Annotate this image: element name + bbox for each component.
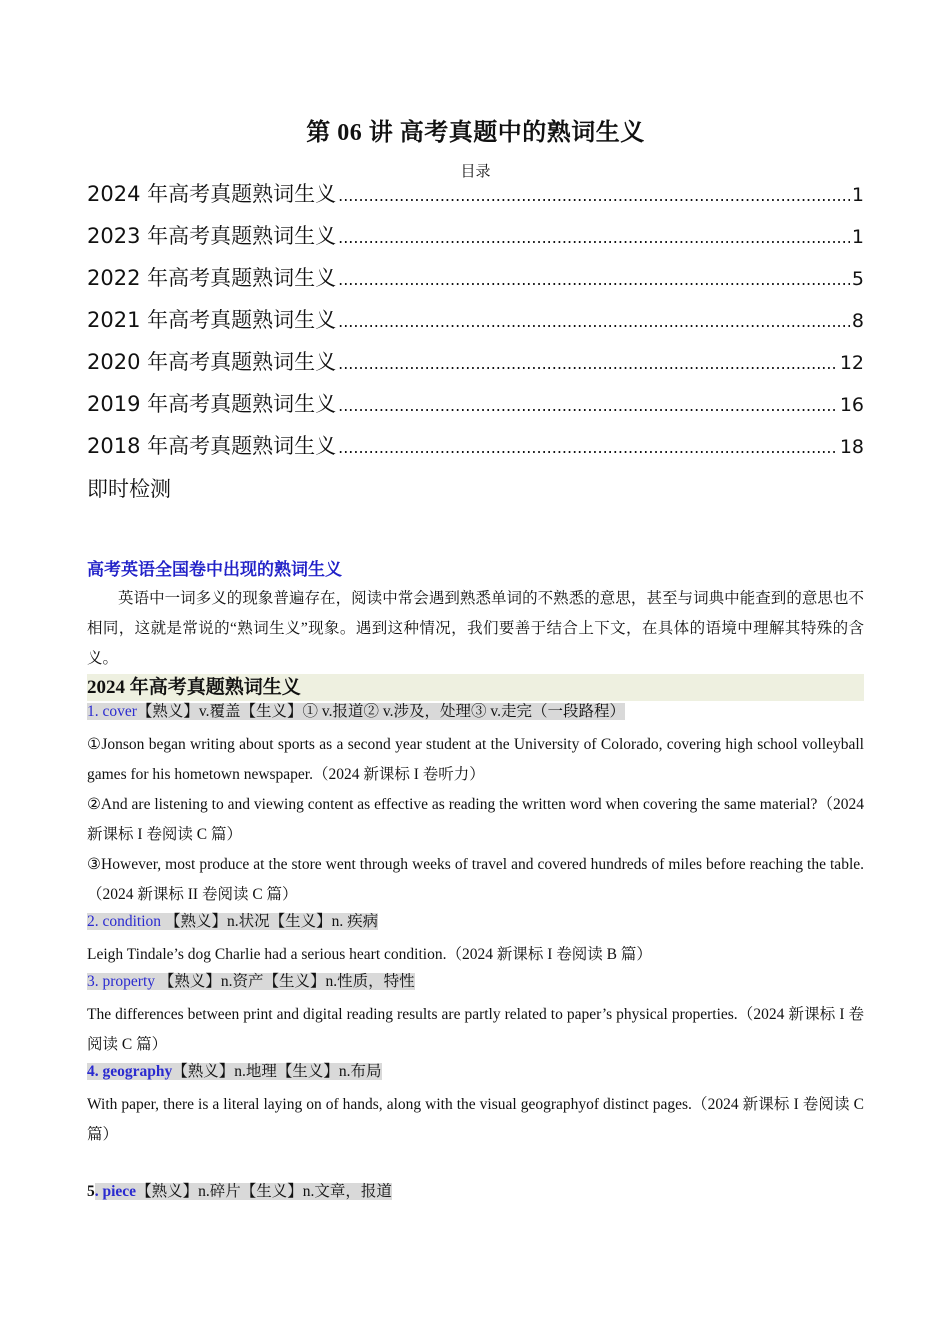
example-sentence: ①Jonson began writing about sports as a second year student at the University of Colorado, covering high school volleyball games for his hometown newspaper.（2024 新课标 I 卷听力）: [87, 736, 864, 783]
vocab-item-header: [87, 910, 864, 936]
intro-paragraph: 英语中一词多义的现象普遍存在，阅读中常会遇到熟悉单词的不熟悉的意思，甚至与词典中能查到的意思也不相同，这就是常说的“熟词生义”现象。遇到这种情况，我们要善于结合上下文，在具体的语境中理解其特殊的含义。: [87, 590, 864, 667]
toc-entry[interactable]: 2022 年高考真题熟词生义 ..... 5: [87, 263, 864, 305]
toc-entry[interactable]: 2021 年高考真题熟词生义 ..... 8: [87, 305, 864, 347]
example-sentence: The differences between print and digital reading results are partly related to paper’s physical properties.（2024 新课标 I 卷阅读 C 篇）: [87, 1006, 864, 1053]
page-title: 第 06 讲 高考真题中的熟词生义: [306, 120, 645, 146]
vocab-meaning: 【熟义】v.覆盖【生义】① v.报道② v.涉及，处理③ v.走完（一段路程）: [136, 703, 626, 720]
vocab-word: 4. geography: [87, 1063, 173, 1080]
toc-entry[interactable]: 2019 年高考真题熟词生义 ..... 16: [87, 389, 864, 431]
vocab-word: 1. cover: [87, 703, 137, 720]
example-sentence: Leigh Tindale’s dog Charlie had a serious heart condition.（2024 新课标 I 卷阅读 B 篇）: [87, 946, 652, 963]
vocab-word: 2. condition: [87, 913, 162, 930]
intro-heading: 高考英语全国卷中出现的熟词生义: [87, 560, 342, 580]
vocab-meaning: 【熟义】n.地理【生义】n.布局: [172, 1063, 382, 1080]
vocab-item-header: [87, 700, 864, 726]
vocab-meaning: 【熟义】n.碎片【生义】n.文章，报道: [136, 1183, 392, 1200]
toc-entry-quiz[interactable]: 即时检测: [87, 477, 171, 501]
vocab-item-header: [87, 1060, 864, 1086]
vocab-word: 3. property: [87, 973, 156, 990]
vocab-number: 5: [87, 1183, 95, 1200]
section-heading-2024: 2024 年高考真题熟词生义: [87, 674, 864, 701]
toc-entry[interactable]: 2020 年高考真题熟词生义 ..... 12: [87, 347, 864, 389]
toc-entry[interactable]: 2018 年高考真题熟词生义 ..... 18: [87, 431, 864, 473]
vocab-meaning: 【熟义】n.资产【生义】n.性质，特性: [155, 973, 415, 990]
example-sentence: ②And are listening to and viewing content as effective as reading the written word when covering the same material?（2024 新课标 I 卷阅读 C 篇）: [87, 796, 864, 843]
vocab-list: [87, 700, 864, 1210]
toc-entry[interactable]: 2024 年高考真题熟词生义 ..... 1: [87, 179, 864, 221]
vocab-word: . piece: [94, 1183, 137, 1200]
table-of-contents: [87, 179, 864, 503]
toc-label: 目录: [460, 164, 491, 180]
vocab-item-header: [87, 970, 864, 996]
toc-entry[interactable]: 2023 年高考真题熟词生义 ..... 1: [87, 221, 864, 263]
example-sentence: With paper, there is a literal laying on of hands, along with the visual geographyof distinct pages.（2024 新课标 I 卷阅读 C 篇）: [87, 1096, 864, 1143]
vocab-item-header: [87, 1180, 864, 1206]
vocab-meaning: 【熟义】n.状况【生义】n. 疾病: [161, 913, 379, 930]
example-sentence: ③However, most produce at the store went through weeks of travel and covered hundreds of miles before reaching the table.（2024 新课标 II 卷阅读 C 篇）: [87, 856, 864, 903]
